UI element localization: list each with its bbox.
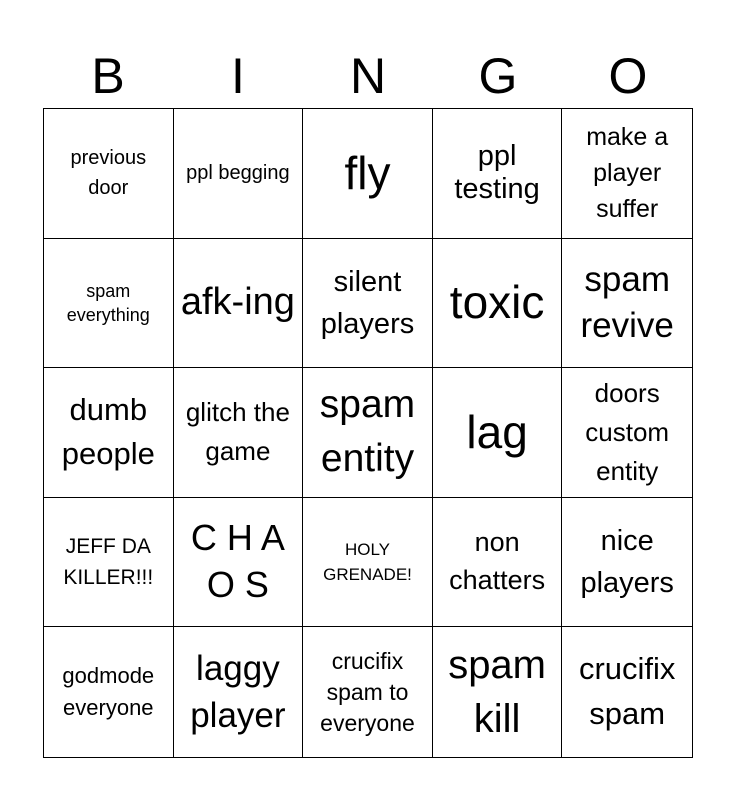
bingo-cell-r5-c2[interactable] <box>174 627 304 757</box>
bingo-cell-r5-c5[interactable] <box>562 627 692 757</box>
bingo-cell-r2-c1[interactable] <box>44 239 174 369</box>
cell-text: afk-ing <box>180 281 295 324</box>
cell-text: C H A O S <box>190 517 285 606</box>
bingo-cell-r3-c3[interactable] <box>303 368 433 498</box>
bingo-cell-r1-c3[interactable] <box>303 109 433 239</box>
cell-text: ppl begging <box>186 162 290 185</box>
cell-text: glitch the game <box>185 397 290 467</box>
bingo-cell-r1-c5[interactable] <box>562 109 692 239</box>
cell-text: nice players <box>580 525 674 600</box>
bingo-cell-r3-c4[interactable] <box>433 368 563 498</box>
bingo-cell-r5-c3[interactable] <box>303 627 433 757</box>
cell-text: laggy player <box>190 648 286 736</box>
header-letter-g: G <box>478 48 518 104</box>
bingo-cell-r5-c4[interactable] <box>433 627 563 757</box>
bingo-cell-r2-c4[interactable] <box>433 239 563 369</box>
bingo-cell-r3-c5[interactable] <box>562 368 692 498</box>
bingo-cell-r4-c5[interactable] <box>562 498 692 628</box>
bingo-board <box>43 108 693 758</box>
cell-text: dumb people <box>61 391 155 472</box>
cell-text: crucifix spam to everyone <box>320 647 415 736</box>
cell-text: HOLY GRENADE! <box>323 539 412 585</box>
cell-text: ppl testing <box>454 139 540 206</box>
header-letter-n: N <box>349 48 387 104</box>
header-letter-o: O <box>608 48 648 104</box>
bingo-cell-r5-c1[interactable] <box>44 627 174 757</box>
cell-text: lag <box>466 405 528 458</box>
bingo-cell-r4-c2[interactable] <box>174 498 304 628</box>
cell-text: make a player suffer <box>586 122 669 224</box>
bingo-cell-r4-c1[interactable] <box>44 498 174 628</box>
cell-text: fly <box>344 146 391 199</box>
cell-text: spam kill <box>448 643 546 742</box>
bingo-cell-r1-c4[interactable] <box>433 109 563 239</box>
bingo-cell-r4-c3[interactable] <box>303 498 433 628</box>
bingo-cell-r2-c5[interactable] <box>562 239 692 369</box>
header-letter-b: B <box>91 48 125 104</box>
cell-text: previous door <box>70 147 147 200</box>
cell-text: silent players <box>320 265 415 340</box>
bingo-cell-r2-c2[interactable] <box>174 239 304 369</box>
bingo-cell-r3-c2[interactable] <box>174 368 304 498</box>
bingo-header <box>43 44 693 108</box>
cell-text: JEFF DA KILLER!!! <box>63 534 154 590</box>
cell-text: non chatters <box>449 527 546 596</box>
cell-text: spam entity <box>319 382 416 481</box>
header-letter-i: I <box>231 48 245 104</box>
bingo-cell-r2-c3[interactable] <box>303 239 433 369</box>
bingo-cell-r3-c1[interactable] <box>44 368 174 498</box>
cell-text: godmode everyone <box>62 663 155 721</box>
bingo-cell-r4-c4[interactable] <box>433 498 563 628</box>
bingo-cell-r1-c2[interactable] <box>174 109 304 239</box>
cell-text: doors custom entity <box>585 377 670 486</box>
bingo-cell-r1-c1[interactable] <box>44 109 174 239</box>
cell-text: spam revive <box>580 260 674 345</box>
cell-text: crucifix spam <box>578 651 676 732</box>
cell-text: toxic <box>449 276 545 329</box>
cell-text: spam everything <box>66 280 150 325</box>
